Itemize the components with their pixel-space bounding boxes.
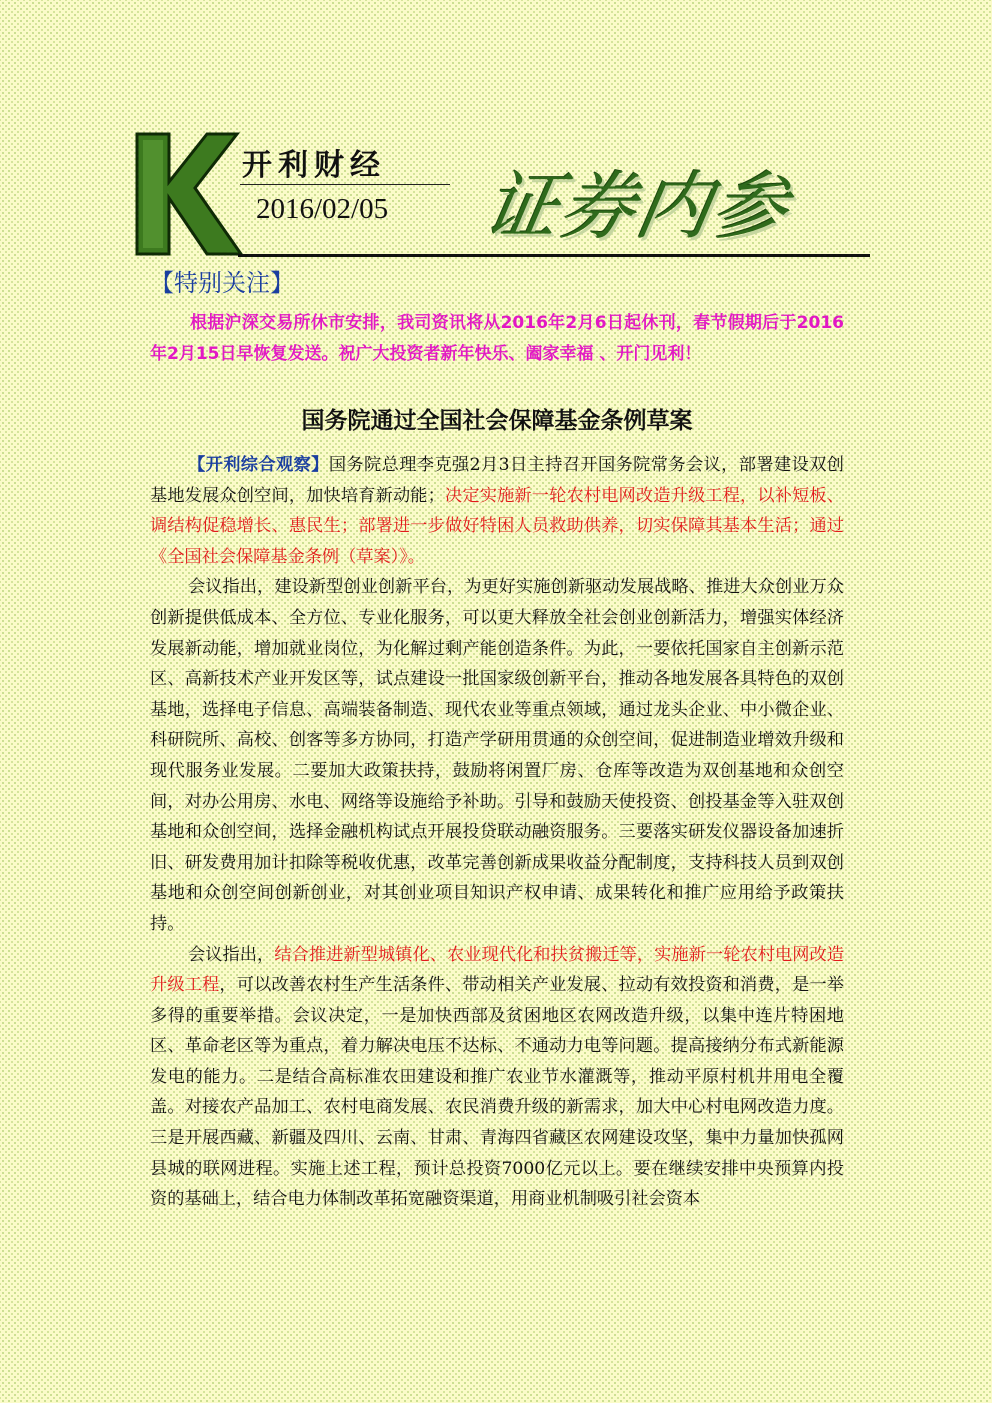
article-p3-lead: 会议指出， [188,944,275,965]
publication-title: 证券内参 [477,164,797,250]
k-logo-icon [133,132,243,256]
article-body [150,450,844,1215]
article-paragraph-1 [150,450,844,572]
article-p1-text: 国务院总理李克强2月3日主持召开国务院常务会议，部署建设双创基地发展众创空间，加快培育新动能； [150,455,844,506]
article-title: 国务院通过全国社会保障基金条例草案 [301,407,693,434]
notice-heading: 【特别关注】 [150,269,294,297]
brand-name: 开利财经 [242,148,386,183]
masthead-divider [238,254,870,257]
article-lead-tag: 【开利综合观察】 [188,455,329,475]
issue-date: 2016/02/05 [256,193,389,225]
article-p1-highlight: 决定实施新一轮农村电网改造升级工程，以补短板、调结构促稳增长、惠民生；部署进一步做好特困人员救助供养，切实保障其基本生活；通过《全国社会保障基金条例（草案）》。 [150,485,844,567]
masthead [0,0,992,262]
article-p3-highlight: 结合推进新型城镇化、农业现代化和扶贫搬迁等，实施新一轮农村电网改造升级工程 [150,944,844,996]
article-p3-text: ，可以改善农村生产生活条件、带动相关产业发展、拉动有效投资和消费，是一举多得的重要举措。会议决定，一是加快西部及贫困地区农网改造升级，以集中连片特困地区、革命老区等为重点，着力解决电压不达标、不通动力电等问题。提高接纳分布式新能源发电的能力。二是结合高标准农田建设和推广农业节水灌溉等，推动平原村机井用电全覆盖。对接农产品加工、农村电商发展、农民消费升级的新需求，加大中心村电网改造力度。三是开展西藏、新疆及四川、云南、甘肃、青海四省藏区农网建设攻坚，集中力量加快孤网县城的联网进程。实施上述工程，预计总投资7000亿元以上。要在继续安排中央预算内投资的基础上，结合电力体制改革拓宽融资渠道，用商业机制吸引社会资本 [150,975,844,1210]
notice-text: 根据沪深交易所休市安排，我司资讯将从2016年2月6日起休刊，春节假期后于2016年2月15日早恢复发送。祝广大投资者新年快乐、阖家幸福 、开门见利！ [150,313,844,364]
article-paragraph-2: 会议指出，建设新型创业创新平台，为更好实施创新驱动发展战略、推进大众创业万众创新提供低成本、全方位、专业化服务，可以更大释放全社会创业创新活力，增强实体经济发展新动能，增加就业岗位，为化解过剩产能创造条件。为此，一要依托国家自主创新示范区、高新技术产业开发区等，试点建设一批国家级创新平台，推动各地发展各具特色的双创基地，选择电子信息、高端装备制造、现代农业等重点领域，通过龙头企业、中小微企业、科研院所、高校、创客等多方协同，打造产学研用贯通的众创空间，促进制造业增效升级和现代服务业发展。二要加大政策扶持，鼓励将闲置厂房、仓库等改造为双创基地和众创空间，对办公用房、水电、网络等设施给予补助。引导和鼓励天使投资、创投基金等入驻双创基地和众创空间，选择金融机构试点开展投贷联动融资服务。三要落实研发仪器设备加速折旧、研发费用加计扣除等税收优惠，改革完善创新成果收益分配制度，支持科技人员到双创基地和众创空间创新创业，对其创业项目知识产权申请、成果转化和推广应用给予政策扶持。 [150,577,844,934]
article-paragraph-3 [150,940,844,1215]
brand-rule [240,184,450,185]
